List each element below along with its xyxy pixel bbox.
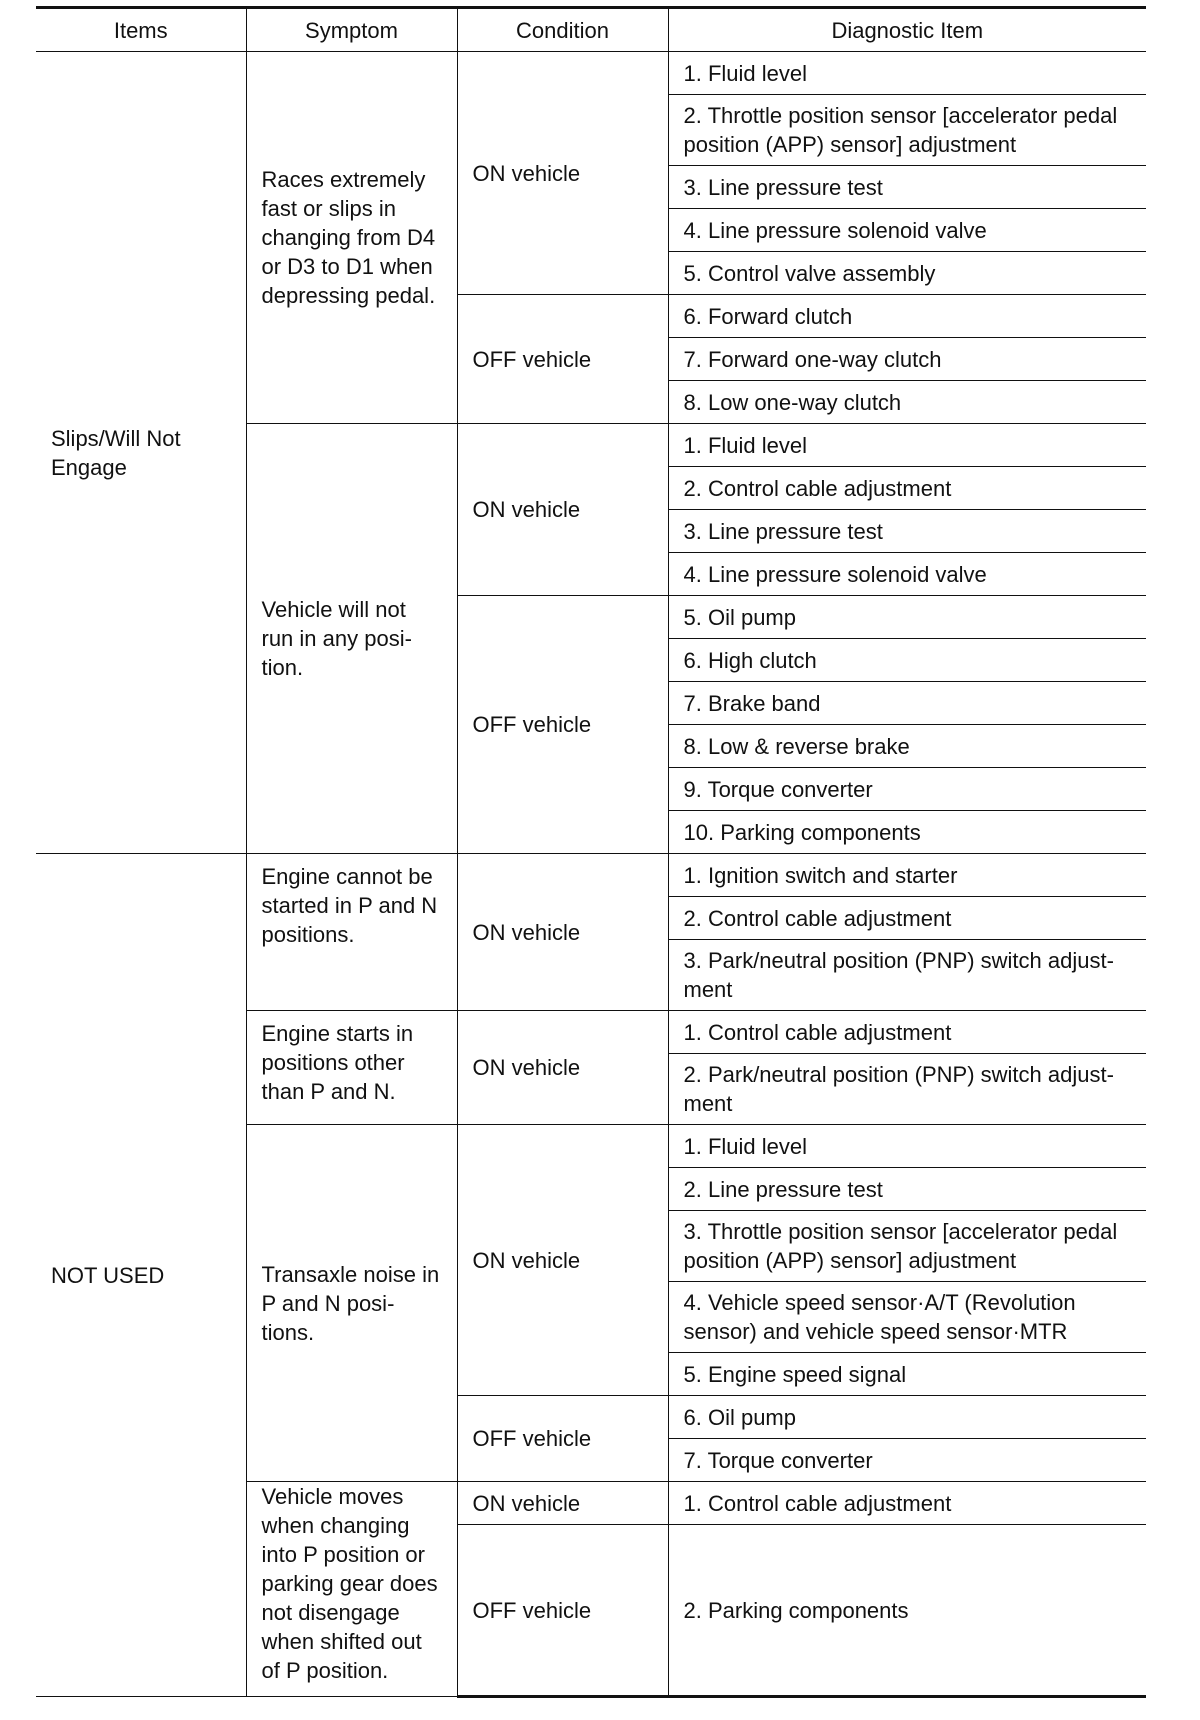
diagnostic-item: 8. Low & reverse brake xyxy=(668,725,1146,768)
diagnostic-item: 4. Line pressure solenoid valve xyxy=(668,553,1146,596)
symptom-cell: Races extremely fast or slips in changing from D4 or D3 to D1 when depressing pedal. xyxy=(246,52,457,424)
diagnostic-item: 6. Forward clutch xyxy=(668,295,1146,338)
condition-cell: ON vehicle xyxy=(457,1125,668,1396)
diagnostic-item: 1. Fluid level xyxy=(668,1125,1146,1168)
table-header xyxy=(36,8,1146,52)
condition-cell: OFF vehicle xyxy=(457,1525,668,1697)
diagnostic-item: 2. Control cable adjustment xyxy=(668,897,1146,940)
diagnostic-item: 5. Oil pump xyxy=(668,596,1146,639)
diagnostic-item: 4. Vehicle speed sensor·A/T (Revolution sensor) and vehicle speed sensor·MTR xyxy=(668,1282,1146,1353)
symptom-cell: Vehicle will not run in any posi-tion. xyxy=(246,424,457,854)
condition-cell: OFF vehicle xyxy=(457,295,668,424)
diagnostic-item: 7. Torque converter xyxy=(668,1439,1146,1482)
symptom-cell: Engine cannot be started in P and N positions. xyxy=(246,854,457,1011)
diagnostic-item: 3. Line pressure test xyxy=(668,510,1146,553)
diagnostic-item: 6. High clutch xyxy=(668,639,1146,682)
diagnostic-item: 7. Brake band xyxy=(668,682,1146,725)
condition-cell: ON vehicle xyxy=(457,424,668,596)
condition-cell: ON vehicle xyxy=(457,1482,668,1525)
item-cell: Slips/Will Not Engage xyxy=(36,52,246,854)
diagnostic-item: 2. Parking components xyxy=(668,1525,1146,1697)
diagnostic-item: 2. Throttle position sensor [accelerator pedal position (APP) sensor] adjustment xyxy=(668,95,1146,166)
diagnostic-item: 7. Forward one-way clutch xyxy=(668,338,1146,381)
diagnostic-item: 8. Low one-way clutch xyxy=(668,381,1146,424)
diagnostic-item: 1. Fluid level xyxy=(668,52,1146,95)
condition-cell: OFF vehicle xyxy=(457,596,668,854)
diagnostic-item: 1. Control cable adjustment xyxy=(668,1011,1146,1054)
condition-cell: OFF vehicle xyxy=(457,1396,668,1482)
table-body xyxy=(36,52,1146,1697)
diagnostic-item: 3. Line pressure test xyxy=(668,166,1146,209)
diagnostic-item: 4. Line pressure solenoid valve xyxy=(668,209,1146,252)
condition-cell: ON vehicle xyxy=(457,1011,668,1125)
header-diagnostic-item: Diagnostic Item xyxy=(668,8,1146,52)
diagnostic-item: 2. Park/neutral position (PNP) switch adjust-ment xyxy=(668,1054,1146,1125)
diagnostic-item: 5. Control valve assembly xyxy=(668,252,1146,295)
diagnostic-table xyxy=(36,6,1146,1698)
header-items: Items xyxy=(36,8,246,52)
diagnostic-item: 1. Fluid level xyxy=(668,424,1146,467)
header-symptom: Symptom xyxy=(246,8,457,52)
condition-cell: ON vehicle xyxy=(457,52,668,295)
diagnostic-item: 2. Control cable adjustment xyxy=(668,467,1146,510)
diagnostic-item: 3. Throttle position sensor [accelerator pedal position (APP) sensor] adjustment xyxy=(668,1211,1146,1282)
symptom-cell: Vehicle moves when changing into P position or parking gear does not disengage when shifted out of P position. xyxy=(246,1482,457,1697)
diagnostic-item: 2. Line pressure test xyxy=(668,1168,1146,1211)
diagnostic-item: 5. Engine speed signal xyxy=(668,1353,1146,1396)
symptom-cell: Transaxle noise in P and N posi-tions. xyxy=(246,1125,457,1482)
diagnostic-item: 3. Park/neutral position (PNP) switch adjust-ment xyxy=(668,940,1146,1011)
diagnostic-item: 1. Control cable adjustment xyxy=(668,1482,1146,1525)
item-cell: NOT USED xyxy=(36,854,246,1697)
condition-cell: ON vehicle xyxy=(457,854,668,1011)
diagnostic-item: 1. Ignition switch and starter xyxy=(668,854,1146,897)
diagnostic-item: 9. Torque converter xyxy=(668,768,1146,811)
symptom-cell: Engine starts in positions other than P and N. xyxy=(246,1011,457,1125)
diagnostic-table-container xyxy=(36,6,1146,1698)
header-condition: Condition xyxy=(457,8,668,52)
diagnostic-item: 6. Oil pump xyxy=(668,1396,1146,1439)
diagnostic-item: 10. Parking components xyxy=(668,811,1146,854)
